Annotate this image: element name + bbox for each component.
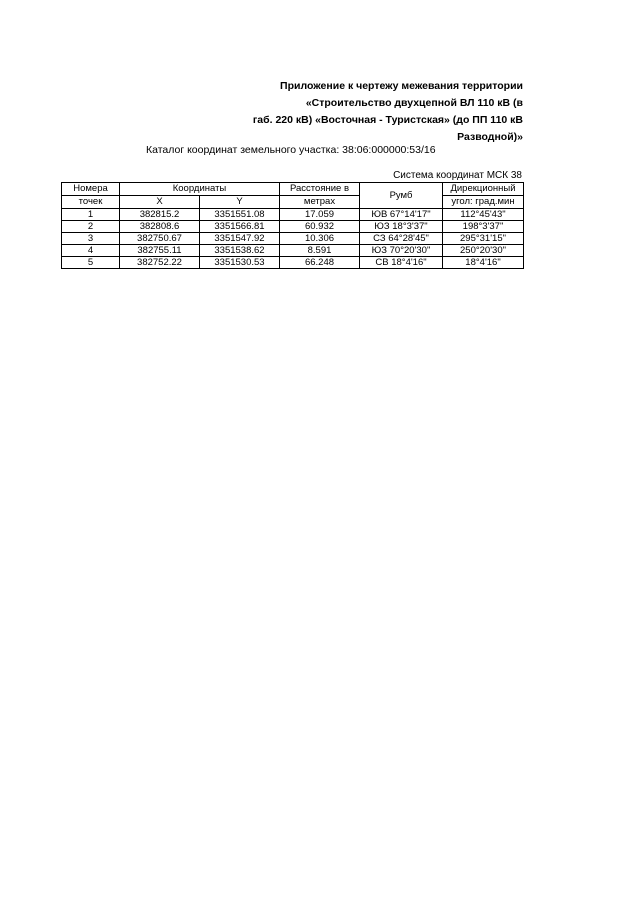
header-rumb: Румб bbox=[360, 183, 443, 209]
cell-y: 3351566.81 bbox=[200, 221, 280, 233]
heading-line: «Строительство двухцепной ВЛ 110 кВ (в bbox=[305, 97, 523, 109]
cell-y: 3351538.62 bbox=[200, 245, 280, 257]
table-row bbox=[62, 257, 524, 269]
header-point-number-sub: точек bbox=[62, 196, 120, 209]
table-header-row bbox=[62, 196, 524, 209]
cell-x: 382750.67 bbox=[120, 233, 200, 245]
heading-line: габ. 220 кВ) «Восточная - Туристская» (до ПП 110 кВ bbox=[252, 114, 523, 126]
cell-point-number: 1 bbox=[62, 209, 120, 221]
cell-direction-angle: 18°4'16" bbox=[443, 257, 524, 269]
cell-x: 382755.11 bbox=[120, 245, 200, 257]
cell-distance: 60.932 bbox=[280, 221, 360, 233]
header-point-number: Номера bbox=[62, 183, 120, 196]
header-coordinates: Координаты bbox=[120, 183, 280, 196]
cell-point-number: 4 bbox=[62, 245, 120, 257]
cell-direction-angle: 250°20'30" bbox=[443, 245, 524, 257]
cell-y: 3351547.92 bbox=[200, 233, 280, 245]
heading-line: Разводной)» bbox=[457, 131, 523, 143]
header-y: Y bbox=[200, 196, 280, 209]
cell-rumb: ЮЗ 18°3'37" bbox=[360, 221, 443, 233]
coordinates-table bbox=[61, 182, 524, 269]
cell-rumb: ЮЗ 70°20'30" bbox=[360, 245, 443, 257]
cell-direction-angle: 112°45'43" bbox=[443, 209, 524, 221]
cell-y: 3351551.08 bbox=[200, 209, 280, 221]
header-direction-angle: Дирекционный bbox=[443, 183, 524, 196]
table-row bbox=[62, 221, 524, 233]
header-distance-sub: метрах bbox=[280, 196, 360, 209]
header-x: X bbox=[120, 196, 200, 209]
cell-point-number: 5 bbox=[62, 257, 120, 269]
cell-distance: 8.591 bbox=[280, 245, 360, 257]
table-row bbox=[62, 233, 524, 245]
cell-rumb: ЮВ 67°14'17" bbox=[360, 209, 443, 221]
cell-x: 382752.22 bbox=[120, 257, 200, 269]
cell-distance: 17.059 bbox=[280, 209, 360, 221]
header-direction-angle-sub: угол: град.мин bbox=[443, 196, 524, 209]
cell-y: 3351530.53 bbox=[200, 257, 280, 269]
cell-point-number: 2 bbox=[62, 221, 120, 233]
cell-distance: 66.248 bbox=[280, 257, 360, 269]
appendix-heading bbox=[223, 78, 523, 146]
header-distance: Расстояние в bbox=[280, 183, 360, 196]
cell-point-number: 3 bbox=[62, 233, 120, 245]
table-header-row bbox=[62, 183, 524, 196]
heading-line: Приложение к чертежу межевания территории bbox=[280, 80, 523, 92]
cell-x: 382808.6 bbox=[120, 221, 200, 233]
cell-distance: 10.306 bbox=[280, 233, 360, 245]
cell-direction-angle: 198°3'37" bbox=[443, 221, 524, 233]
cell-x: 382815.2 bbox=[120, 209, 200, 221]
table-row bbox=[62, 245, 524, 257]
coordinate-system-label: Система координат МСК 38 bbox=[393, 170, 522, 181]
cell-direction-angle: 295°31'15" bbox=[443, 233, 524, 245]
cell-rumb: СЗ 64°28'45" bbox=[360, 233, 443, 245]
cell-rumb: СВ 18°4'16" bbox=[360, 257, 443, 269]
catalog-title: Каталог координат земельного участка: 38:06:000000:53/16 bbox=[146, 144, 436, 156]
table-row bbox=[62, 209, 524, 221]
